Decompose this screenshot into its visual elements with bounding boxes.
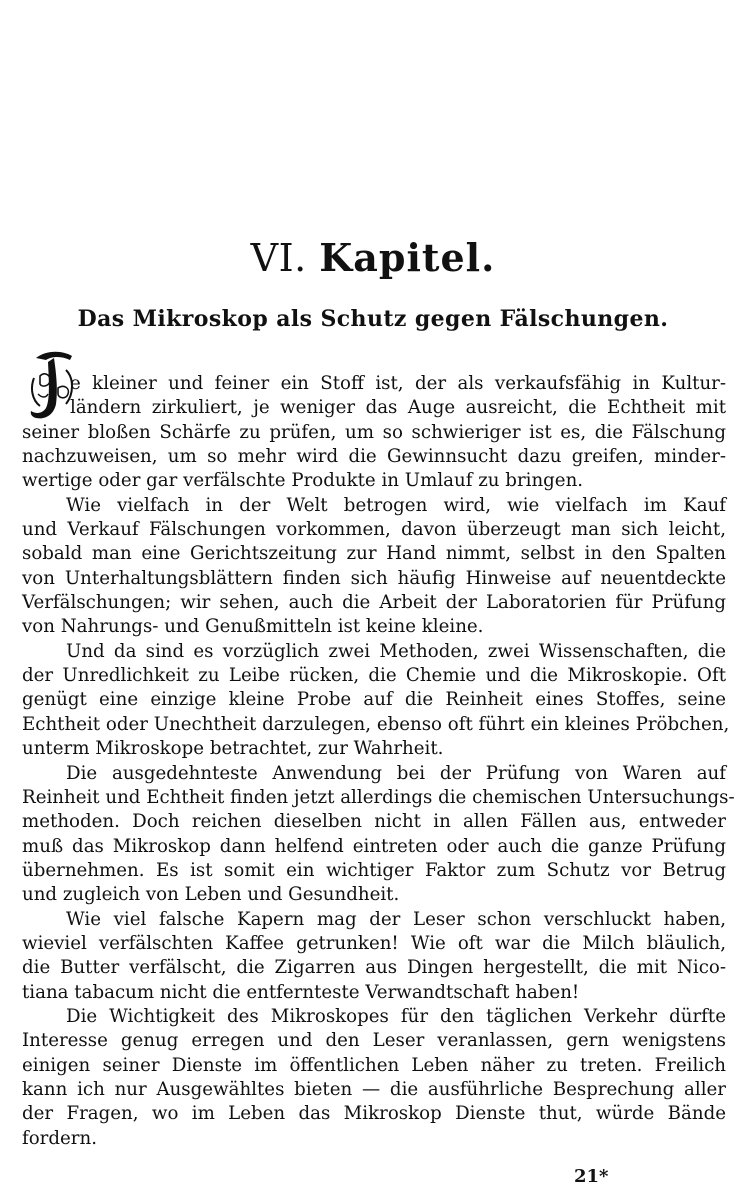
chapter-subtitle: Das Mikroskop als Schutz gegen Fälschungen. bbox=[77, 306, 669, 332]
text-line: muß das Mikroskop dann helfend eintreten oder auch die ganze Prüfung bbox=[22, 835, 726, 857]
text-line: der Unredlichkeit zu Leibe rücken, die Chemie und die Mikroskopie. Oft bbox=[22, 665, 726, 687]
body-text bbox=[22, 372, 735, 1151]
text-line: genügt eine einzige kleine Probe auf die Reinheit eines Stoffes, seine bbox=[22, 689, 726, 711]
page-number: 21* bbox=[574, 1166, 609, 1187]
text-line: der Fragen, wo im Leben das Mikroskop Dienste thut, würde Bände bbox=[22, 1103, 726, 1125]
chapter-numeral: VI. bbox=[250, 236, 307, 280]
text-line: ländern zirkuliert, je weniger das Auge ausreicht, die Echtheit mit bbox=[70, 397, 726, 419]
text-line: von Unterhaltungsblättern finden sich häufig Hinweise auf neuentdeckte bbox=[22, 567, 726, 589]
text-line: übernehmen. Es ist somit ein wichtiger Faktor zum Schutz vor Betrug bbox=[22, 859, 726, 881]
text-line: fordern. bbox=[22, 1127, 97, 1149]
text-line: Verfälschungen; wir sehen, auch die Arbeit der Laboratorien für Prüfung bbox=[22, 592, 726, 614]
text-line: einigen seiner Dienste im öffentlichen Leben näher zu treten. Freilich bbox=[22, 1054, 726, 1076]
text-line: kann ich nur Ausgewähltes bieten — die ausführliche Besprechung aller bbox=[22, 1078, 726, 1100]
text-line: Und da sind es vorzüglich zwei Methoden, zwei Wissenschaften, die bbox=[66, 640, 726, 662]
text-line: und Verkauf Fälschungen vorkommen, davon überzeugt man sich leicht, bbox=[22, 519, 726, 541]
text-line: wieviel verfälschten Kaffee getrunken! Wie oft war die Milch bläulich, bbox=[22, 932, 726, 954]
text-line: methoden. Doch reichen dieselben nicht in allen Fällen aus, entweder bbox=[22, 811, 726, 833]
text-line: Interesse genug erregen und den Leser veranlassen, gern wenigstens bbox=[22, 1030, 726, 1052]
text-line: von Nahrungs- und Genußmitteln ist keine kleine. bbox=[22, 616, 484, 638]
text-line: seiner bloßen Schärfe zu prüfen, um so schwieriger ist es, die Fälschung bbox=[22, 421, 726, 443]
text-line: unterm Mikroskope betrachtet, zur Wahrheit. bbox=[22, 738, 444, 760]
chapter-title bbox=[0, 236, 746, 280]
text-line: Die ausgedehnteste Anwendung bei der Prüfung von Waren auf bbox=[66, 762, 726, 784]
text-line: Die Wichtigkeit des Mikroskopes für den täglichen Verkehr dürfte bbox=[66, 1005, 726, 1027]
text-line: Echtheit oder Unechtheit darzulegen, ebenso oft führt ein kleines Pröbchen, bbox=[22, 713, 730, 735]
text-line: Reinheit und Echtheit finden jetzt allerdings die chemischen Untersuchungs- bbox=[22, 786, 735, 808]
chapter-word: Kapitel. bbox=[319, 235, 496, 280]
text-line: die Butter verfälscht, die Zigarren aus Dingen hergestellt, die mit Nico- bbox=[22, 957, 726, 979]
text-line: tiana tabacum nicht die entfernteste Verwandtschaft haben! bbox=[22, 981, 580, 1003]
text-line: nachzuweisen, um so mehr wird die Gewinnsucht dazu greifen, minder- bbox=[22, 446, 726, 468]
top-margin bbox=[0, 0, 746, 230]
text-line: e kleiner und feiner ein Stoff ist, der als verkaufsfähig in Kultur- bbox=[70, 373, 726, 394]
text-line: Wie vielfach in der Welt betrogen wird, wie vielfach im Kauf bbox=[66, 494, 726, 516]
text-line: Wie viel falsche Kapern mag der Leser schon verschluckt haben, bbox=[66, 908, 726, 930]
text-line: wertige oder gar verfälschte Produkte in Umlauf zu bringen. bbox=[22, 470, 584, 492]
text-line: sobald man eine Gerichtszeitung zur Hand nimmt, selbst in den Spalten bbox=[22, 543, 726, 565]
text-line: und zugleich von Leben und Gesundheit. bbox=[22, 884, 400, 906]
